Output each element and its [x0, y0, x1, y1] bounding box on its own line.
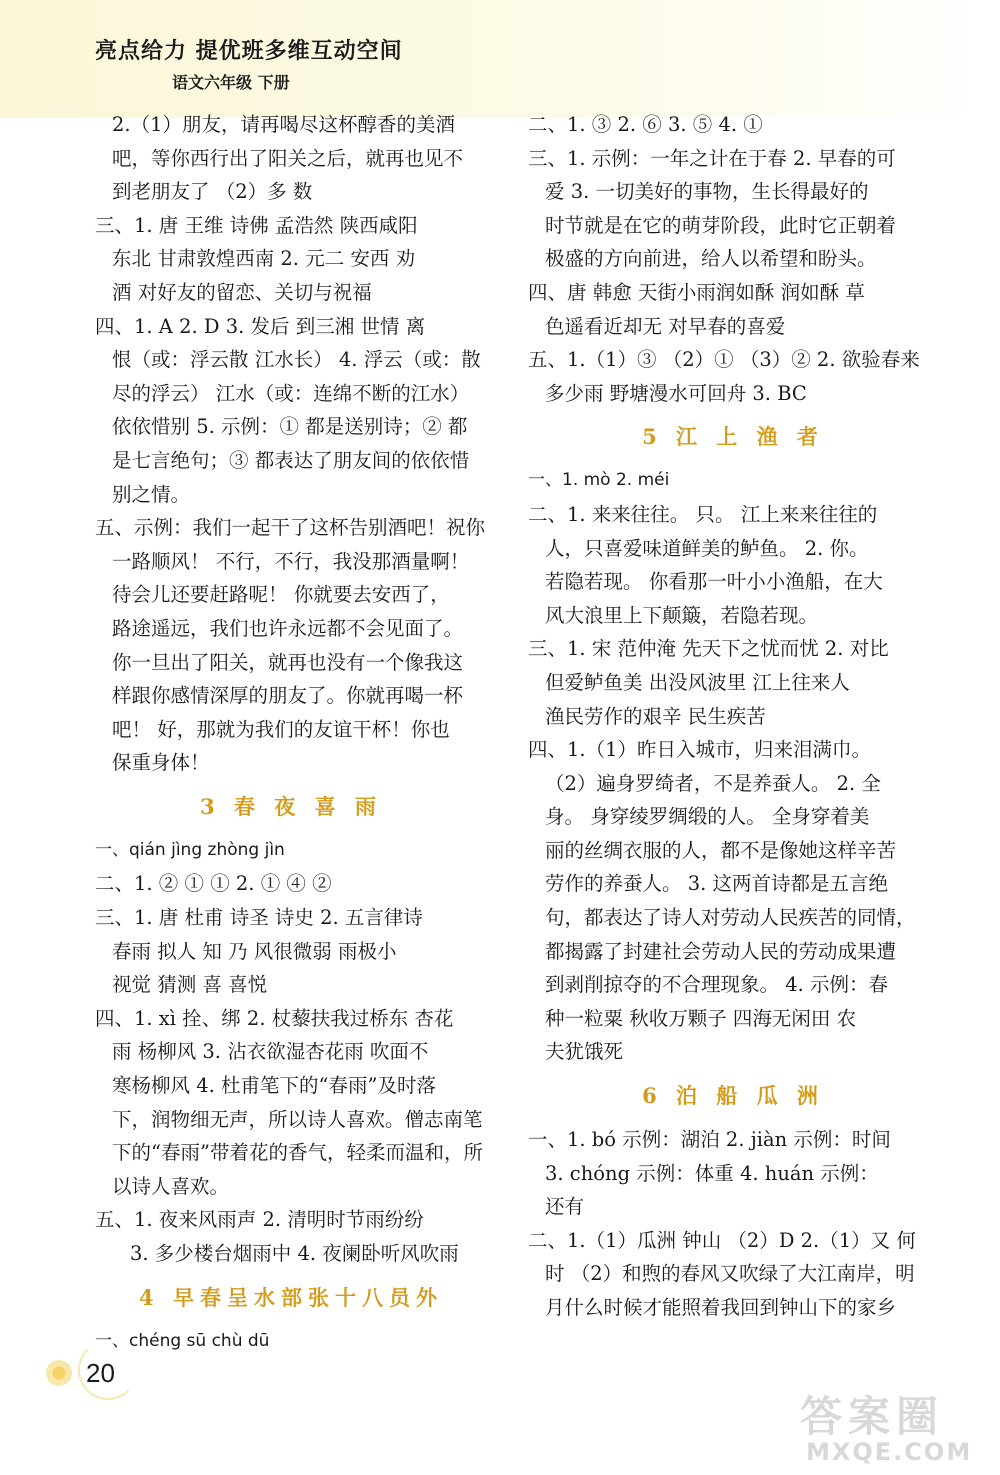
right-column	[528, 108, 938, 1325]
answer-line: 句，都表达了诗人对劳动人民疾苦的同情，	[545, 906, 916, 930]
left-column	[95, 108, 487, 1358]
book-title: 亮点给力 提优班多维互动空间	[95, 38, 403, 64]
answer-line: 二、1. ② ① ① 2. ① ④ ②	[95, 872, 332, 896]
answer-line: 极盛的方向前进，给人以希望和盼头。	[545, 247, 877, 271]
answer-line: 待会儿还要赶路呢！ 你就要去安西了，	[112, 583, 450, 607]
answer-line: 恨（或：浮云散 江水长） 4. 浮云（或：散	[112, 348, 481, 372]
answer-line: 一、1. mò 2. méi	[528, 470, 670, 491]
answer-line: 一、chéng sū chù dū	[95, 1330, 270, 1351]
answer-line: 依依惜别 5. 示例：① 都是送别诗；② 都	[112, 415, 468, 439]
answer-line: 夫犹饿死	[545, 1040, 624, 1064]
answer-line: 三、1. 示例：一年之计在于春 2. 早春的可	[528, 146, 896, 170]
answer-line: 二、1. ③ 2. ⑥ 3. ⑤ 4. ①	[528, 113, 763, 136]
answer-line: 都揭露了封建社会劳动人民的劳动成果遭	[545, 939, 897, 963]
answer-line: 样跟你感情深厚的朋友了。你就再喝一杯	[112, 684, 464, 708]
answer-line: 吧！ 好，那就为我们的友谊干杯！你也	[112, 717, 450, 741]
answer-line: 多少雨 野塘漫水可回舟 3. BC	[545, 381, 807, 405]
watermark	[800, 1392, 990, 1466]
answer-line: 五、1.（1）③ （2）① （3）② 2. 欲验春来	[528, 348, 920, 372]
answer-line: 二、1.（1）瓜洲 钟山 （2）D 2.（1）又 何	[528, 1228, 916, 1252]
answer-line: 二、1. 来来往往。 只。 江上来来往往的	[528, 502, 878, 526]
section-heading: 5 江 上 渔 者	[642, 424, 824, 450]
page-flower-icon	[46, 1360, 72, 1386]
answer-line: 爱 3. 一切美好的事物，生长得最好的	[545, 180, 869, 204]
answer-line: 到老朋友了 （2）多 数	[112, 180, 313, 204]
answer-line: 是七言绝句；③ 都表达了朋友间的依依惜	[112, 448, 470, 472]
answer-line: 色遥看近却无 对早春的喜爱	[545, 314, 786, 338]
answer-line: 吧，等你西行出了阳关之后，就再也见不	[112, 146, 464, 170]
answer-line: 到剥削掠夺的不合理现象。 4. 示例：春	[545, 973, 889, 997]
answer-line: 酒 对好友的留恋、关切与祝福	[112, 280, 372, 304]
answer-line: 尽的浮云） 江水（或：连绵不断的江水）	[112, 381, 470, 405]
answer-line: 五、示例：我们一起干了这杯告别酒吧！祝你	[95, 516, 486, 540]
answer-line: 四、唐 韩愈 天街小雨润如酥 润如酥 草	[528, 280, 865, 304]
answer-line: 2.（1）朋友，请再喝尽这杯醇香的美酒	[112, 113, 456, 136]
answer-line: 还有	[545, 1195, 585, 1219]
watermark-bottom: MXQE.COM	[806, 1438, 973, 1466]
watermark-top: 答案圈	[800, 1392, 945, 1441]
answer-line: 保重身体！	[112, 751, 210, 775]
answer-line: 时节就是在它的萌芽阶段，此时它正朝着	[545, 213, 897, 237]
answer-line: 四、1.（1）昨日入城市，归来泪满巾。	[528, 738, 872, 762]
page-number: 20	[86, 1358, 115, 1388]
answer-line: 月什么时候才能照着我回到钟山下的家乡	[545, 1296, 897, 1319]
section-heading: 3 春 夜 喜 雨	[200, 793, 382, 819]
answer-line: 三、1. 唐 王维 诗佛 孟浩然 陕西咸阳	[95, 213, 418, 237]
answer-line: （2）遍身罗绮者，不是养蚕人。 2. 全	[545, 771, 881, 795]
answer-line: 一、1. bó 示例：湖泊 2. jiàn 示例：时间	[528, 1128, 891, 1152]
answer-line: 渔民劳作的艰辛 民生疾苦	[545, 704, 766, 728]
answer-line: 你一旦出了阳关，就再也没有一个像我这	[112, 650, 464, 674]
answer-line: 丽的丝绸衣服的人，都不是像她这样辛苦	[545, 838, 897, 862]
answer-line: 劳作的养蚕人。 3. 这两首诗都是五言绝	[545, 872, 889, 896]
answer-line: 时 （2）和煦的春风又吹绿了大江南岸，明	[545, 1262, 915, 1286]
answer-line: 视觉 猜测 喜 喜悦	[112, 973, 268, 997]
answer-line: 下，润物细无声，所以诗人喜欢。僧志南笔	[112, 1107, 483, 1131]
answer-line: 身。 身穿绫罗绸缎的人。 全身穿着美	[545, 805, 870, 829]
answer-line: 雨 杨柳风 3. 沾衣欲湿杏花雨 吹面不	[112, 1040, 429, 1064]
section-heading: 4 早春呈水部张十八员外	[139, 1284, 443, 1310]
answer-line: 三、1. 唐 杜甫 诗圣 诗史 2. 五言律诗	[95, 906, 423, 930]
answer-line: 一、qián jìng zhòng jìn	[95, 839, 285, 860]
answer-line: 下的“春雨”带着花的香气，轻柔而温和，所	[112, 1141, 483, 1165]
book-subtitle: 语文六年级 下册	[172, 73, 290, 92]
answer-line: 种一粒粟 秋收万颗子 四海无闲田 农	[545, 1006, 857, 1030]
answer-line: 但爱鲈鱼美 出没风波里 江上往来人	[545, 670, 850, 694]
answer-line: 三、1. 宋 范仲淹 先天下之忧而忧 2. 对比	[528, 637, 889, 661]
answer-line: 3. chóng 示例：体重 4. huán 示例：	[545, 1161, 879, 1185]
section-heading: 6 泊 船 瓜 洲	[642, 1083, 824, 1109]
answer-line: 以诗人喜欢。	[112, 1174, 230, 1198]
answer-line: 东北 甘肃敦煌西南 2. 元二 安西 劝	[112, 247, 416, 271]
answer-line: 若隐若现。 你看那一叶小小渔船，在大	[545, 570, 883, 594]
answer-line: 四、1. A 2. D 3. 发后 到三湘 世情 离	[95, 314, 426, 338]
answer-line: 寒杨柳风 4. 杜甫笔下的“春雨”及时落	[112, 1074, 436, 1098]
answer-line: 四、1. xì 拴、绑 2. 杖藜扶我过桥东 杏花	[95, 1006, 454, 1030]
answer-line: 五、1. 夜来风雨声 2. 清明时节雨纷纷	[95, 1208, 424, 1232]
answer-line: 别之情。	[112, 482, 191, 506]
answer-line: 风大浪里上下颠簸，若隐若现。	[545, 603, 819, 627]
answer-line: 路途遥远，我们也许永远都不会见面了。	[112, 616, 464, 640]
answer-line: 3. 多少楼台烟雨中 4. 夜阑卧听风吹雨	[130, 1242, 459, 1265]
answer-line: 一路顺风！ 不行，不行，我没那酒量啊！	[112, 549, 470, 573]
answer-line: 春雨 拟人 知 乃 风很微弱 雨极小	[112, 939, 397, 963]
answer-line: 人，只喜爱味道鲜美的鲈鱼。 2. 你。	[545, 536, 869, 560]
